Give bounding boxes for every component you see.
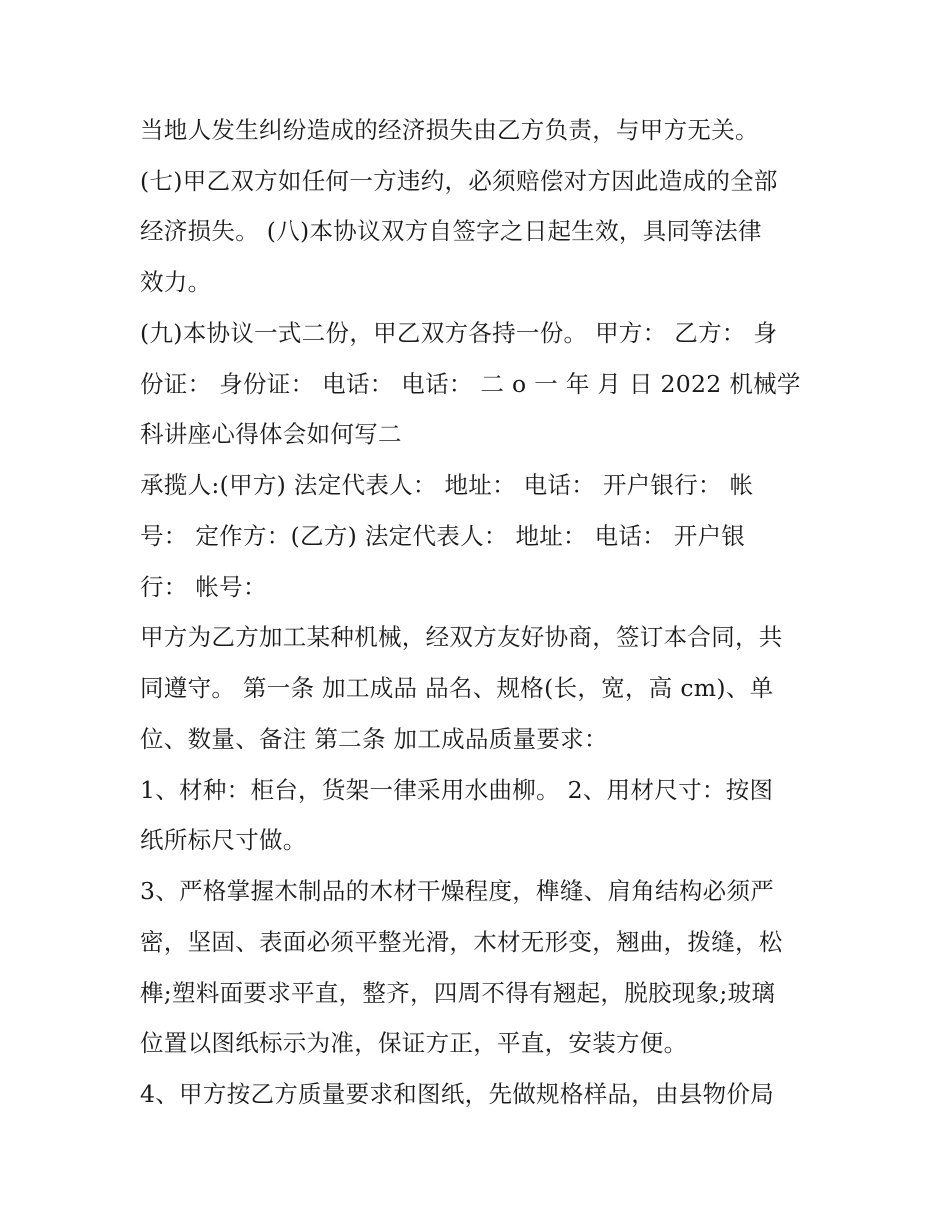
text-line: 号： 定作方：(乙方) 法定代表人： 地址： 电话： 开户银 (140, 522, 746, 550)
text-line: 科讲座心得体会如何写二 (140, 420, 402, 448)
text-line: 经济损失。 (八)本协议双方自签字之日起生效，具同等法律 (140, 217, 762, 245)
text-line: 甲方为乙方加工某种机械，经双方友好协商，签订本合同，共 (140, 623, 783, 651)
text-line: 位置以图纸标示为准，保证方正，平直，安装方便。 (140, 1029, 688, 1057)
text-line: 承揽人:(甲方) 法定代表人： 地址： 电话： 开户银行： 帐 (140, 471, 754, 499)
text-line: (七)甲乙双方如任何一方违约，必须赔偿对方因此造成的全部 (140, 167, 778, 195)
text-line: 纸所标尺寸做。 (140, 826, 307, 854)
text-line: 榫;塑料面要求平直，整齐，四周不得有翘起，脱胶现象;玻璃 (140, 979, 776, 1007)
text-line: 效力。 (140, 268, 212, 296)
text-line: 4、甲方按乙方质量要求和图纸，先做规格样品，由县物价局 (140, 1080, 775, 1108)
text-line: 当地人发生纠纷造成的经济损失由乙方负责，与甲方无关。 (140, 116, 759, 144)
text-line: 份证： 身份证： 电话： 电话： 二 o 一 年 月 日 2022 机械学 (140, 370, 801, 398)
text-line: 3、严格掌握木制品的木材干燥程度，榫缝、肩角结构必须严 (140, 877, 775, 905)
text-line: (九)本协议一式二份，甲乙双方各持一份。 甲方： 乙方： 身 (140, 319, 778, 347)
text-line: 同遵守。 第一条 加工成品 品名、规格(长，宽，高 cm)、单 (140, 674, 774, 702)
text-line: 1、材种：柜台，货架一律采用水曲柳。 2、用材尺寸：按图 (140, 776, 774, 804)
text-line: 密，坚固、表面必须平整光滑，木材无形变，翘曲，拨缝，松 (140, 928, 783, 956)
text-line: 位、数量、备注 第二条 加工成品质量要求： (140, 725, 608, 753)
text-line: 行： 帐号： (140, 573, 267, 601)
